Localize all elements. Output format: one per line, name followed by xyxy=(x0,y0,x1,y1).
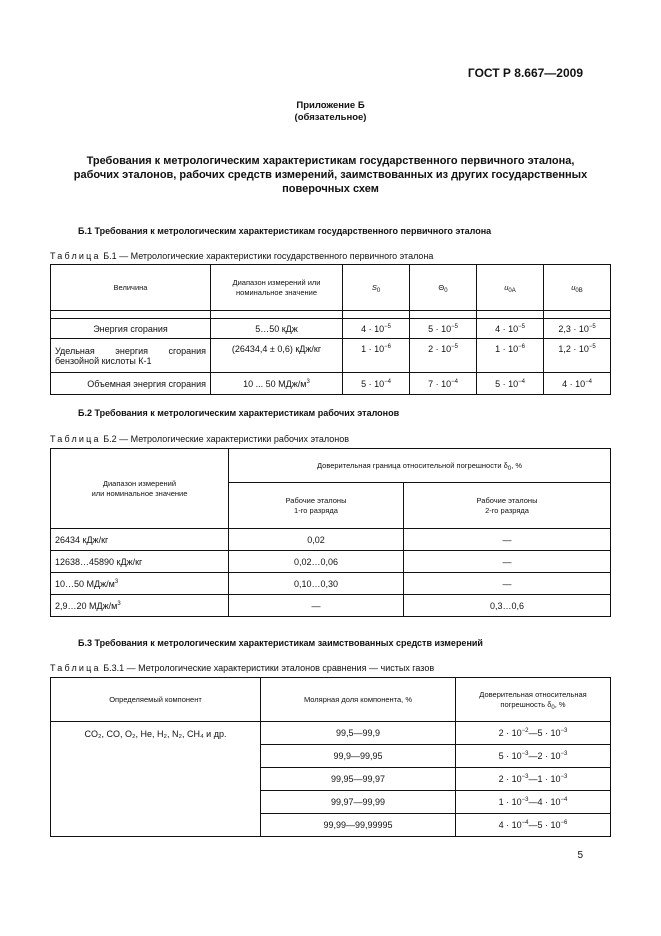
header-quantity: Величина xyxy=(51,265,211,311)
table-row xyxy=(51,551,611,573)
cell-quantity: Объемная энергия сгорания xyxy=(51,373,211,395)
cell-category-1: — xyxy=(229,595,404,617)
cell-u0b: $2,3 \cdot 10^{-5}$ xyxy=(544,319,611,339)
cell-component: CO₂, CO, O₂, He, H₂, N₂, CH₄ и др. xyxy=(51,722,261,837)
table-row xyxy=(51,595,611,617)
title-line-3: поверочных схем xyxy=(282,183,379,195)
header-bound: Доверительная граница относительной погрешности $\delta_0$, % xyxy=(229,449,611,483)
header-s0: $S_0$ xyxy=(343,265,410,311)
cell-u0a: $4 \cdot 10^{-5}$ xyxy=(477,319,544,339)
cell-category-1: 0,02 xyxy=(229,529,404,551)
cell-range: 12638…45890 кДж/кг xyxy=(51,551,229,573)
cell-range: 5…50 кДж xyxy=(211,319,343,339)
title-line-1: Требования к метрологическим характеристикам государственного первичного эталона, xyxy=(86,155,575,167)
header-u0b: $u_{0B}$ xyxy=(544,265,611,311)
cell-error: $1 \cdot 10^{-3}—4 \cdot 10^{-4}$ xyxy=(456,791,611,814)
cell-fraction: 99,95—99,97 xyxy=(261,768,456,791)
table-b3-caption xyxy=(50,663,434,673)
table-b2-caption xyxy=(50,434,349,444)
header-fraction: Молярная доля компонента, % xyxy=(261,678,456,722)
cell-error: $2 \cdot 10^{-3}—1 \cdot 10^{-3}$ xyxy=(456,768,611,791)
cell-fraction: 99,99—99,99995 xyxy=(261,814,456,837)
table-b3 xyxy=(50,677,611,837)
cell-theta0: $2 \cdot 10^{-5}$ xyxy=(410,339,477,373)
cell-range: 26434 кДж/кг xyxy=(51,529,229,551)
table-b1-caption xyxy=(50,251,433,261)
cell-category-2: — xyxy=(404,573,611,595)
cell-category-1: 0,10…0,30 xyxy=(229,573,404,595)
cell-quantity: Энергия сгорания xyxy=(51,319,211,339)
cell-u0b: $1,2 \cdot 10^{-5}$ xyxy=(544,339,611,373)
header-u0a: $u_{0A}$ xyxy=(477,265,544,311)
cell-u0b: $4 \cdot 10^{-4}$ xyxy=(544,373,611,395)
cell-s0: $1 \cdot 10^{-6}$ xyxy=(343,339,410,373)
cell-category-1: 0,02…0,06 xyxy=(229,551,404,573)
caption-word: Таблица xyxy=(50,251,101,261)
cell-fraction: 99,5—99,9 xyxy=(261,722,456,745)
table-row xyxy=(51,449,611,483)
table-row xyxy=(51,573,611,595)
title-line-2: рабочих эталонов, рабочих средств измерений, заимствованных из других государственных xyxy=(73,169,588,181)
cell-category-2: 0,3…0,6 xyxy=(404,595,611,617)
cell-category-2: — xyxy=(404,529,611,551)
caption-text: Б.1 — Метрологические характеристики государственного первичного эталона xyxy=(100,251,434,261)
cell-u0a: $1 \cdot 10^{-6}$ xyxy=(477,339,544,373)
cell-s0: $4 \cdot 10^{-5}$ xyxy=(343,319,410,339)
header-range: Диапазон измерений или номинальное значение xyxy=(51,449,229,529)
table-row xyxy=(51,339,611,373)
appendix-heading xyxy=(0,100,661,124)
page-number: 5 xyxy=(577,850,583,861)
header-category-2: Рабочие эталоны 2-го разряда xyxy=(404,483,611,529)
table-b1 xyxy=(50,264,611,395)
cell-error: $5 \cdot 10^{-3}—2 \cdot 10^{-3}$ xyxy=(456,745,611,768)
header-range: Диапазон измерений или номинальное значение xyxy=(211,265,343,311)
cell-category-2: — xyxy=(404,551,611,573)
cell-error: $4 \cdot 10^{-4}—5 \cdot 10^{-6}$ xyxy=(456,814,611,837)
cell-range: 10 ... 50 МДж/$м^3$ xyxy=(211,373,343,395)
caption-text: Б.3.1 — Метрологические характеристики эталонов сравнения — чистых газов xyxy=(100,663,435,673)
cell-s0: $5 \cdot 10^{-4}$ xyxy=(343,373,410,395)
header-component: Определяемый компонент xyxy=(51,678,261,722)
cell-theta0: $7 \cdot 10^{-4}$ xyxy=(410,373,477,395)
header-category-1: Рабочие эталоны 1-го разряда xyxy=(229,483,404,529)
section-b2-title: Б.2 Требования к метрологическим характеристикам рабочих эталонов xyxy=(78,408,400,418)
cell-range: (26434,4 ± 0,6) кДж/кг xyxy=(211,339,343,373)
table-row xyxy=(51,722,611,745)
standard-number: ГОСТ Р 8.667—2009 xyxy=(467,66,583,80)
cell-range: 2,9…20 МДж/$м^3$ xyxy=(51,595,229,617)
cell-theta0: $5 \cdot 10^{-5}$ xyxy=(410,319,477,339)
table-row xyxy=(51,319,611,339)
header-error: Доверительная относительная погрешность $\delta_0$, % xyxy=(456,678,611,722)
table-row xyxy=(51,678,611,722)
appendix-title: Приложение Б xyxy=(296,100,365,111)
caption-word: Таблица xyxy=(50,663,101,673)
caption-text: Б.2 — Метрологические характеристики рабочих эталонов xyxy=(100,434,350,444)
cell-error: $2 \cdot 10^{-2}—5 \cdot 10^{-3}$ xyxy=(456,722,611,745)
cell-fraction: 99,97—99,99 xyxy=(261,791,456,814)
table-row xyxy=(51,265,611,311)
table-row xyxy=(51,373,611,395)
document-title xyxy=(0,154,661,196)
appendix-subtitle: (обязательное) xyxy=(294,112,367,123)
cell-quantity: Удельная энергия сгорания бензойной кислоты К-1 xyxy=(51,339,211,373)
table-b2 xyxy=(50,448,611,617)
section-b1-title: Б.1 Требования к метрологическим характеристикам государственного первичного эталона xyxy=(78,226,492,236)
cell-u0a: $5 \cdot 10^{-4}$ xyxy=(477,373,544,395)
table-row xyxy=(51,529,611,551)
section-b3-title: Б.3 Требования к метрологическим характеристикам заимствованных средств измерений xyxy=(78,638,483,648)
caption-word: Таблица xyxy=(50,434,101,444)
cell-range: 10…50 МДж/$м^3$ xyxy=(51,573,229,595)
cell-fraction: 99,9—99,95 xyxy=(261,745,456,768)
header-theta0: $\Theta_0$ xyxy=(410,265,477,311)
